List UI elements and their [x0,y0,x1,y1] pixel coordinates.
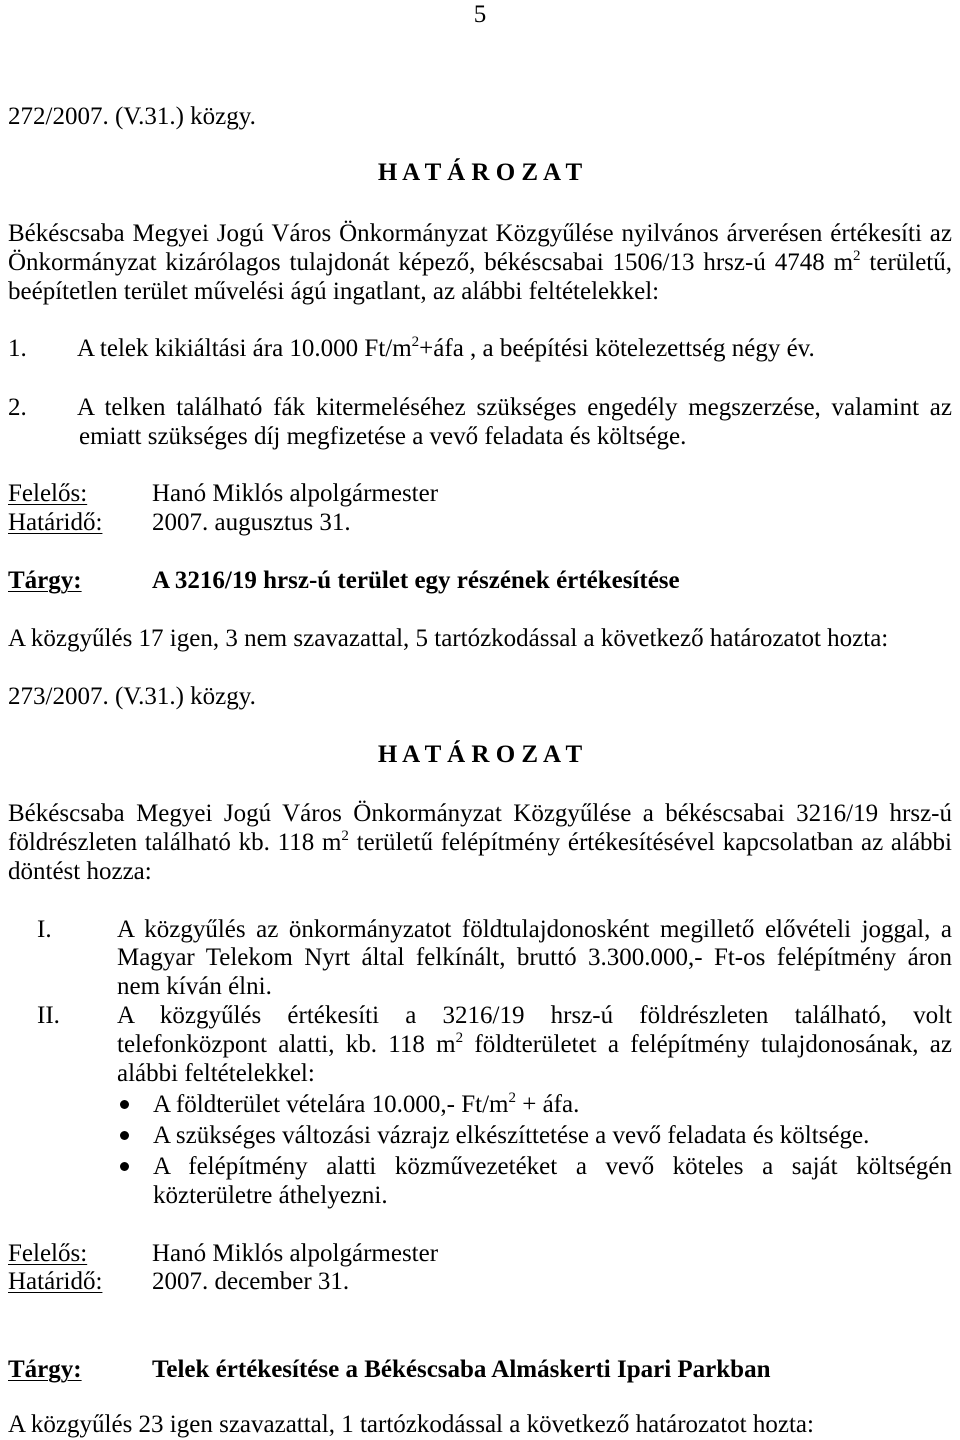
bullet-text: A szükséges változási vázrajz elkészíttetése a vevő feladata és költsége. [153,1122,870,1149]
superscript: 2 [853,248,861,264]
point-text [117,943,952,972]
vote-result: A közgyűlés 17 igen, 3 nem szavazattal, 5 tartózkodással a következő határozatot hozta: [8,625,889,652]
intro-text: Békéscsaba Megyei Jogú Város Önkormányzat Közgyűlése a békéscsabai 3216/19 hrsz-ú [8,800,952,827]
page-number: 5 [473,1,487,28]
point-text-part: A közgyűlés az önkormányzatot földtulajdonosként megillető elővételi joggal, a [117,916,952,943]
point-text [117,915,952,944]
item-text [77,393,952,422]
item-text-part: A telek kikiáltási ára 10.000 Ft/m [77,335,412,362]
item-text-part: +áfa , a beépítési kötelezettség négy év. [419,335,815,362]
bullet-text-part: A felépítmény alatti közművezetéket a vevő köteles a saját költségén [153,1153,952,1180]
deadline-label: Határidő: [8,1268,103,1295]
intro-text: Önkormányzat kizárólagos tulajdonát képező, békéscsabai 1506/13 hrsz-ú 4748 m [8,249,854,276]
bullet-text: közterületre áthelyezni. [153,1182,388,1209]
point-text-part: A közgyűlés értékesíti a 3216/19 hrsz-ú földrészleten található, volt [117,1002,952,1029]
deadline-value: 2007. december 31. [152,1268,350,1295]
deadline-value: 2007. augusztus 31. [152,509,351,536]
responsible-label: Felelős: [8,480,88,507]
bullet-icon [120,1131,129,1140]
point-text-part: földterületet a felépítmény tulajdonosának, az [463,1031,952,1058]
item-text [77,334,815,363]
responsible-label: Felelős: [8,1240,88,1267]
point-text [117,1030,952,1059]
intro-text: földrészleten található kb. 118 m [8,829,342,856]
point-text [117,1001,952,1030]
responsible-value: Hanó Miklós alpolgármester [152,1240,439,1267]
bullet-icon [120,1100,129,1109]
intro-line [8,799,952,828]
intro-text: területű felépítmény értékesítésével kapcsolatban az alábbi [348,829,952,856]
responsible-value: Hanó Miklós alpolgármester [152,480,439,507]
subject-label: Tárgy: [8,567,82,594]
superscript: 2 [341,828,349,844]
resolution-number: 273/2007. (V.31.) közgy. [8,683,256,710]
item-number: 2. [8,394,27,421]
superscript: 2 [411,334,420,350]
item-text-part: A telken található fák kitermeléséhez szükséges engedély megszerzése, valamint az [77,394,952,421]
bullet-icon [120,1162,129,1171]
vote-result: A közgyűlés 23 igen szavazattal, 1 tartózkodással a következő határozatot hozta: [8,1411,814,1438]
point-text: alábbi feltételekkel: [117,1060,315,1087]
subject-text: A 3216/19 hrsz-ú terület egy részének értékesítése [152,567,680,594]
intro-text: területű, [860,249,953,276]
bullet-text-part: + áfa. [515,1091,580,1118]
item-number: 1. [8,335,27,362]
intro-line [8,828,952,857]
point-text-part: Magyar Telekom Nyrt által felkínált, bruttó 3.300.000,- Ft-os felépítmény áron [117,944,952,971]
point-number: I. [37,916,52,943]
resolution-number: 272/2007. (V.31.) közgy. [8,103,256,130]
subject-label: Tárgy: [8,1356,82,1383]
bullet-text [153,1152,952,1181]
intro-text: Békéscsaba Megyei Jogú Város Önkormányzat Közgyűlése nyilvános árverésen értékesíti az [8,220,952,247]
superscript: 2 [508,1090,516,1106]
subject-text: Telek értékesítése a Békéscsaba Almáskerti Ipari Parkban [152,1356,771,1383]
resolution-heading: H A T Á R O Z A T [377,159,583,186]
point-number: II. [37,1002,60,1029]
intro-line: döntést hozza: [8,858,152,885]
deadline-label: Határidő: [8,509,103,536]
superscript: 2 [455,1030,464,1046]
resolution-heading: H A T Á R O Z A T [377,741,583,768]
intro-line [8,219,952,248]
bullet-text [153,1090,579,1119]
intro-line: beépítetlen terület művelési ágú ingatlant, az alábbi feltételekkel: [8,278,660,305]
point-text: nem kíván élni. [117,973,272,1000]
item-text: emiatt szükséges díj megfizetése a vevő feladata és költsége. [79,423,687,450]
intro-line [8,248,952,277]
point-text-part: telefonközpont alatti, kb. 118 m [117,1031,456,1058]
bullet-text-part: A földterület vételára 10.000,- Ft/m [153,1091,509,1118]
